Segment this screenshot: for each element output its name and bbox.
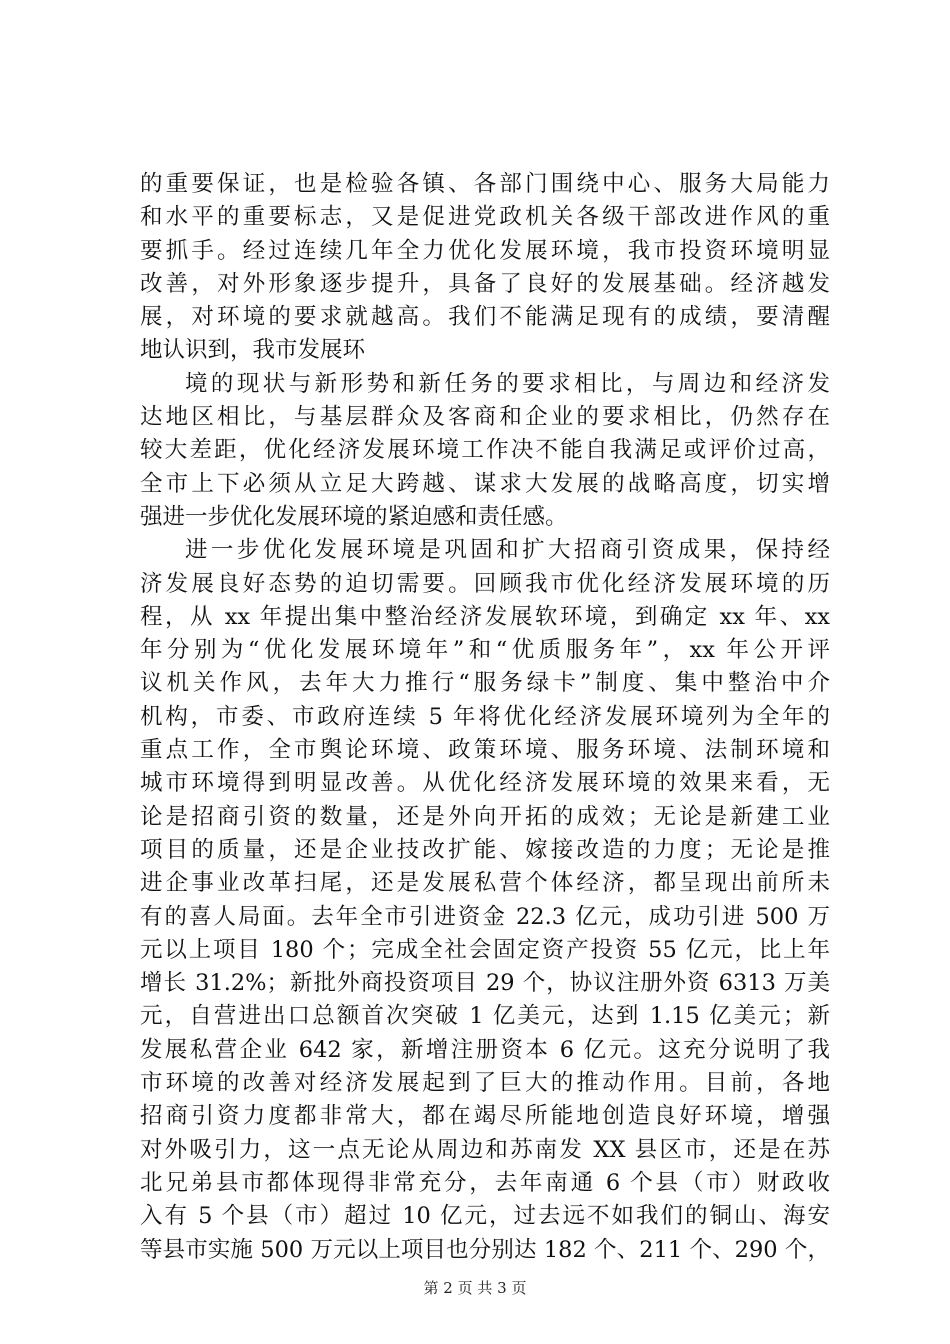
text-line: 项目的质量，还是企业技改扩能、嫁接改造的力度；无论是推 bbox=[140, 836, 830, 863]
text-line: 和水平的重要标志，又是促进党政机关各级干部改进作风的重 bbox=[140, 204, 830, 231]
text-line: 全市上下必须从立足大跨越、谋求大发展的战略高度，切实增 bbox=[140, 470, 830, 497]
text-line: 对外吸引力，这一点无论从周边和苏南发 XX 县区市，还是在苏 bbox=[140, 1136, 830, 1163]
text-line: 议机关作风，去年大力推行“服务绿卡”制度、集中整治中介 bbox=[140, 670, 830, 697]
text-line: 市环境的改善对经济发展起到了巨大的推动作用。目前，各地 bbox=[140, 1070, 830, 1097]
text-line: 的重要保证，也是检验各镇、各部门围绕中心、服务大局能力 bbox=[140, 171, 830, 197]
text-line: 较大差距，优化经济发展环境工作决不能自我满足或评价过高， bbox=[140, 437, 830, 464]
text-line: 元，自营进出口总额首次突破 1 亿美元，达到 1.15 亿美元；新 bbox=[140, 1003, 830, 1030]
text-line: 达地区相比，与基层群众及客商和企业的要求相比，仍然存在 bbox=[140, 404, 830, 431]
text-line: 北兄弟县市都体现得非常充分，去年南通 6 个县（市）财政收 bbox=[140, 1169, 830, 1196]
text-line: 城市环境得到明显改善。从优化经济发展环境的效果来看，无 bbox=[140, 770, 830, 797]
text-line: 要抓手。经过连续几年全力优化发展环境，我市投资环境明显 bbox=[140, 237, 830, 264]
text-line: 有的喜人局面。去年全市引进资金 22.3 亿元，成功引进 500 万 bbox=[140, 903, 830, 930]
text-line: 境的现状与新形势和新任务的要求相比，与周边和经济发 bbox=[185, 370, 830, 397]
text-line: 等县市实施 500 万元以上项目也分别达 182 个、211 个、290 个， bbox=[140, 1236, 830, 1263]
text-line: 济发展良好态势的迫切需要。回顾我市优化经济发展环境的历 bbox=[140, 570, 830, 597]
text-line: 论是招商引资的数量，还是外向开拓的成效；无论是新建工业 bbox=[140, 803, 830, 830]
text-line: 增长 31.2%；新批外商投资项目 29 个，协议注册外资 6313 万美 bbox=[140, 970, 830, 997]
text-line: 地认识到，我市发展环 bbox=[140, 337, 366, 364]
document-body bbox=[140, 168, 830, 1267]
page-footer: 第 2 页 共 3 页 bbox=[423, 1279, 527, 1297]
text-line: 重点工作，全市舆论环境、政策环境、服务环境、法制环境和 bbox=[140, 737, 830, 764]
text-line: 进一步优化发展环境是巩固和扩大招商引资成果，保持经 bbox=[185, 537, 830, 564]
text-line: 程，从 xx 年提出集中整治经济发展软环境，到确定 xx 年、xx bbox=[140, 603, 830, 630]
text-line: 机构，市委、市政府连续 5 年将优化经济发展环境列为全年的 bbox=[140, 703, 830, 730]
text-line: 招商引资力度都非常大，都在竭尽所能地创造良好环境，增强 bbox=[140, 1103, 830, 1130]
text-line: 入有 5 个县（市）超过 10 亿元，过去远不如我们的铜山、海安 bbox=[140, 1203, 830, 1230]
text-line: 发展私营企业 642 家，新增注册资本 6 亿元。这充分说明了我 bbox=[140, 1036, 830, 1063]
text-line: 元以上项目 180 个；完成全社会固定资产投资 55 亿元，比上年 bbox=[140, 936, 830, 963]
text-line: 进企事业改革扫尾，还是发展私营个体经济，都呈现出前所未 bbox=[140, 870, 830, 897]
text-line: 强进一步优化发展环境的紧迫感和责任感。 bbox=[140, 503, 568, 530]
text-line: 展，对环境的要求就越高。我们不能满足现有的成绩，要清醒 bbox=[140, 304, 830, 331]
text-line: 改善，对外形象逐步提升，具备了良好的发展基础。经济越发 bbox=[140, 270, 830, 297]
text-line: 年分别为“优化发展环境年”和“优质服务年”，xx 年公开评 bbox=[140, 637, 830, 664]
